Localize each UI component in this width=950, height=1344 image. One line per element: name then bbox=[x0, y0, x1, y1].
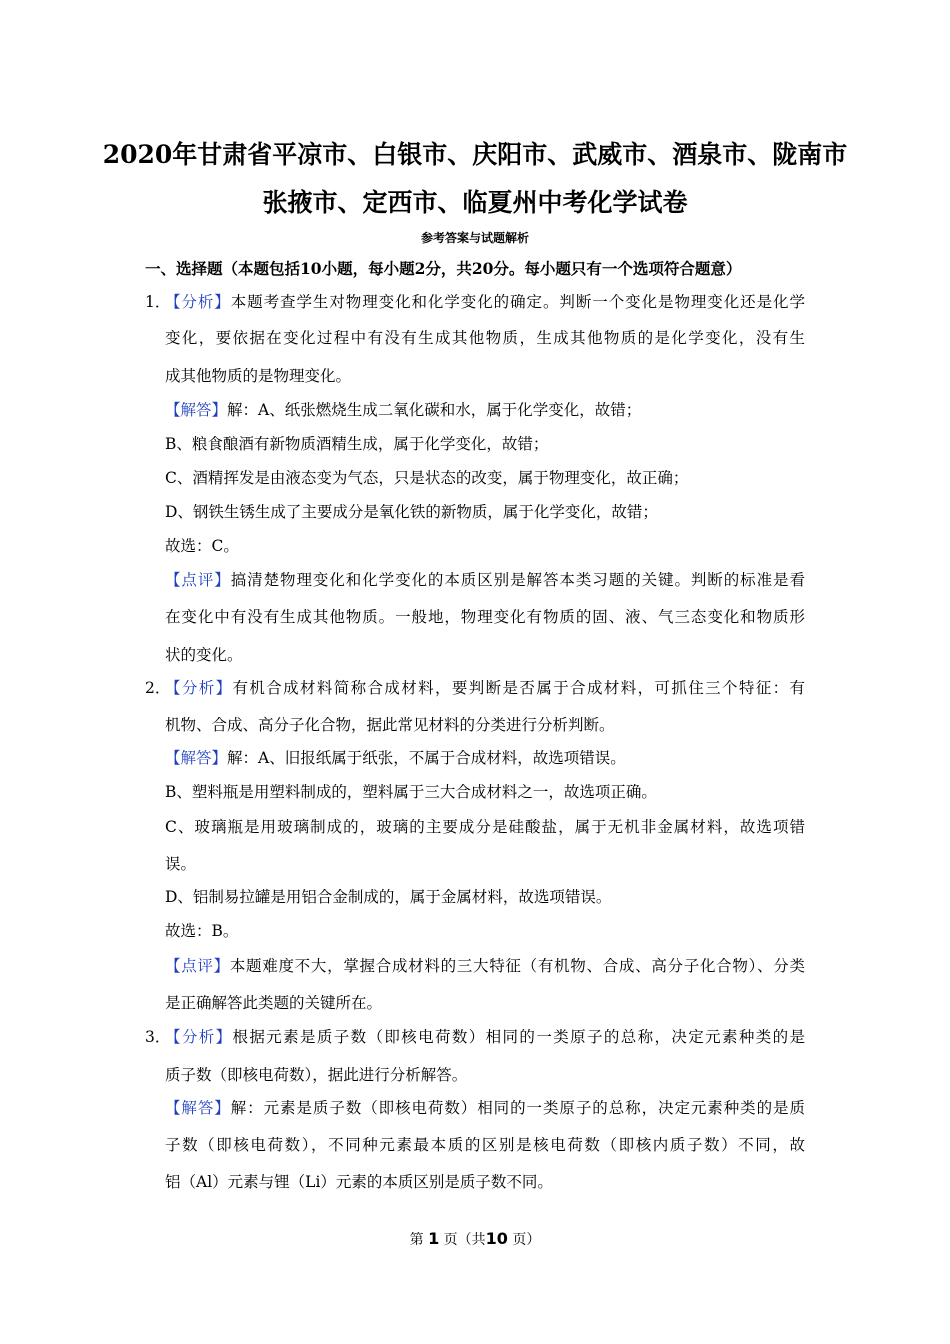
q1-answer-line: 【解答】解：A、纸张燃烧生成二氧化碳和水，属于化学变化，故错； bbox=[165, 401, 642, 419]
q3-answer-line: 铝（Al）元素与锂（Li）元素的本质区别是质子数不同。 bbox=[165, 1173, 553, 1191]
q1-answer-line: D、钢铁生锈生成了主要成分是氧化铁的新物质，属于化学变化，故错； bbox=[165, 503, 658, 521]
comment-tag: 【点评】 bbox=[165, 571, 231, 589]
q2-answer-line: 误。 bbox=[165, 855, 197, 873]
q3-answer-line: 【解答】解：元素是质子数（即核电荷数）相同的一类原子的总称，决定元素种类的是质 bbox=[165, 1099, 805, 1117]
q1-analysis-line: 成其他物质的是物理变化。 bbox=[165, 367, 352, 385]
answer-tag: 【解答】 bbox=[165, 749, 228, 767]
page-total: 10 bbox=[485, 1229, 508, 1248]
question-number-1: 1． bbox=[145, 293, 171, 311]
answer-tag: 【解答】 bbox=[165, 401, 228, 419]
q2-comment-line: 是正确解答此类题的关键所在。 bbox=[165, 994, 383, 1012]
comment-tag: 【点评】 bbox=[165, 957, 230, 975]
q3-analysis-line: 质子数（即核电荷数），据此进行分析解答。 bbox=[165, 1066, 468, 1084]
question-number-2: 2． bbox=[145, 679, 171, 697]
q2-comment-line: 【点评】本题难度不大，掌握合成材料的三大特征（有机物、合成、高分子化合物）、分类 bbox=[165, 957, 805, 975]
q1-comment-line: 【点评】搞清楚物理变化和化学变化的本质区别是解答本类习题的关键。判断的标准是看 bbox=[165, 571, 805, 589]
q3-answer-line: 子数（即核电荷数），不同种元素最本质的区别是核电荷数（即核内质子数）不同，故 bbox=[165, 1136, 805, 1154]
q1-answer-line: C、酒精挥发是由液态变为气态，只是状态的改变，属于物理变化，故正确； bbox=[165, 469, 689, 487]
q2-analysis-line: 【分析】有机合成材料简称合成材料，要判断是否属于合成材料，可抓住三个特征：有 bbox=[165, 679, 805, 697]
q1-answer-line: 故选：C。 bbox=[165, 537, 239, 555]
q1-answer-line: B、粮食酿酒有新物质酒精生成，属于化学变化，故错； bbox=[165, 435, 549, 453]
question-number-3: 3． bbox=[145, 1028, 171, 1046]
q1-analysis-line: 变化，要依据在变化过程中有没有生成其他物质，生成其他物质的是化学变化，没有生 bbox=[165, 329, 805, 347]
doc-title-line1: 2020年甘肃省平凉市、白银市、庆阳市、武威市、酒泉市、陇南市 bbox=[102, 140, 848, 169]
doc-subtitle: 参考答案与试题解析 bbox=[420, 231, 529, 245]
answer-tag: 【解答】 bbox=[165, 1099, 231, 1117]
q2-answer-line: B、塑料瓶是用塑料制成的，塑料属于三大合成材料之一，故选项正确。 bbox=[165, 783, 657, 801]
q2-answer-line: D、铝制易拉罐是用铝合金制成的，属于金属材料，故选项错误。 bbox=[165, 888, 612, 906]
page-footer: 第 1 页（共10 页） bbox=[409, 1229, 541, 1248]
q3-analysis-line: 【分析】根据元素是质子数（即核电荷数）相同的一类原子的总称，决定元素种类的是 bbox=[165, 1028, 805, 1046]
analysis-tag: 【分析】 bbox=[165, 679, 233, 697]
doc-title-line2: 张掖市、定西市、临夏州中考化学试卷 bbox=[262, 188, 688, 217]
analysis-tag: 【分析】 bbox=[165, 1028, 233, 1046]
q1-comment-line: 在变化中有没有生成其他物质。一般地，物理变化有物质的固、液、气三态变化和物质形 bbox=[165, 608, 805, 626]
analysis-tag: 【分析】 bbox=[165, 293, 231, 311]
section-heading: 一、选择题（本题包括10小题，每小题2分，共20分。每小题只有一个选项符合题意） bbox=[145, 259, 742, 278]
q1-analysis-line: 【分析】本题考查学生对物理变化和化学变化的确定。判断一个变化是物理变化还是化学 bbox=[165, 293, 805, 311]
q2-answer-line: C、玻璃瓶是用玻璃制成的，玻璃的主要成分是硅酸盐，属于无机非金属材料，故选项错 bbox=[165, 818, 805, 836]
q1-comment-line: 状的变化。 bbox=[165, 646, 243, 664]
q2-analysis-line: 机物、合成、高分子化合物，据此常见材料的分类进行分析判断。 bbox=[165, 716, 615, 734]
page-number: 1 bbox=[428, 1229, 440, 1248]
q2-answer-line: 故选：B。 bbox=[165, 922, 239, 940]
q2-answer-line: 【解答】解：A、旧报纸属于纸张，不属于合成材料，故选项错误。 bbox=[165, 749, 626, 767]
